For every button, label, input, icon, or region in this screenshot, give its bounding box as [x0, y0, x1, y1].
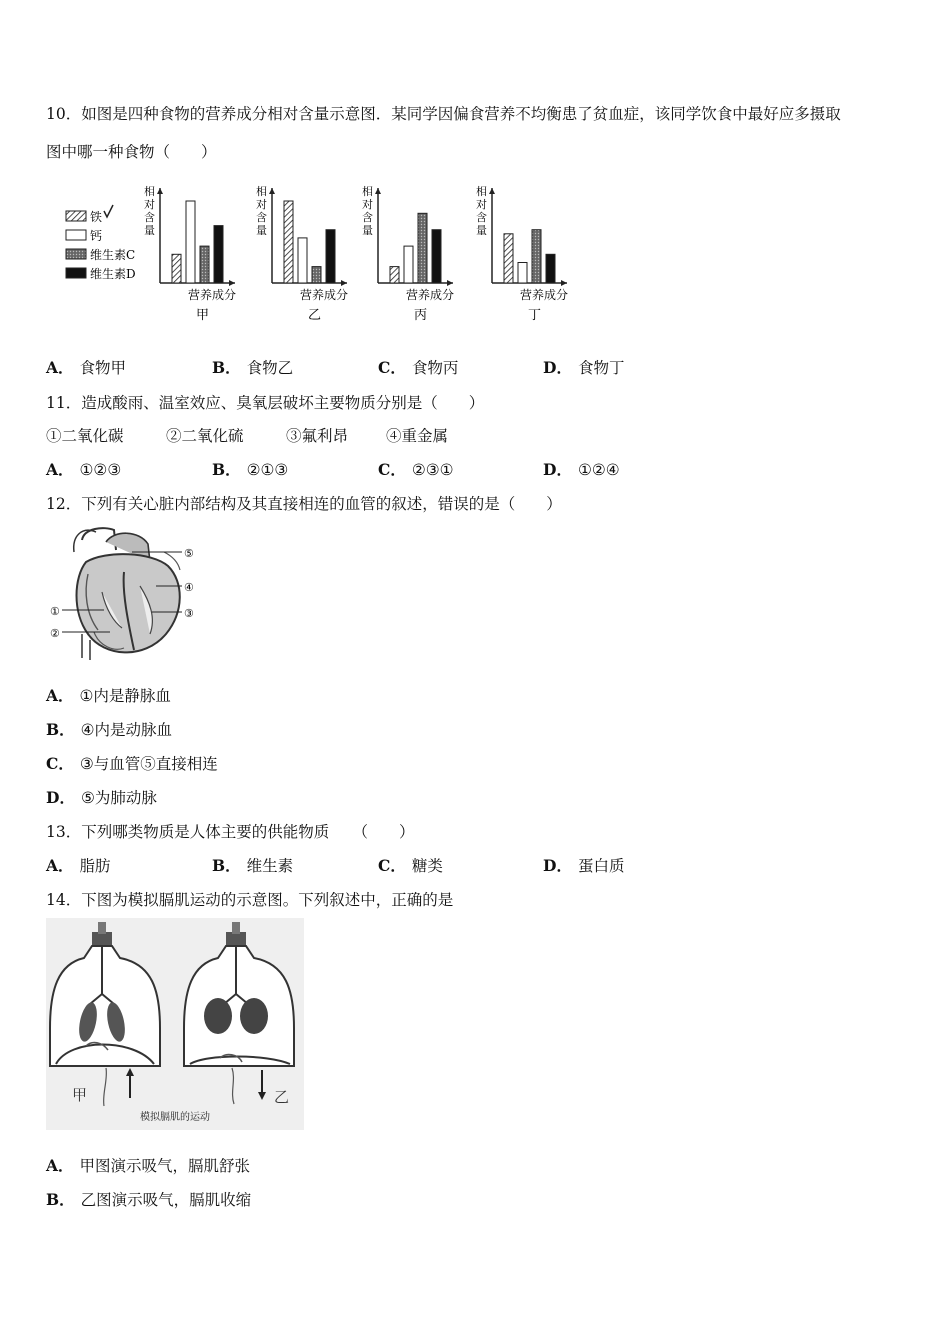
chart-2-bar-1 [284, 201, 293, 283]
q14-diaphragm-figure [46, 918, 304, 1134]
chart-1-bar-1 [172, 254, 181, 283]
option-letter: C． [378, 856, 406, 875]
chart-4-ylabel-char: 相 [476, 185, 487, 198]
heart-label-5: ⑤ [184, 547, 194, 560]
option-letter: D． [543, 358, 572, 377]
q12-option-a[interactable] [46, 684, 171, 706]
chart-3-bar-2 [404, 246, 413, 283]
chart-1-bar-3 [200, 246, 209, 283]
option-text: 甲图演示吸气，膈肌舒张 [79, 1157, 251, 1175]
legend-check-mark [104, 205, 113, 217]
q10-option-c[interactable] [378, 356, 458, 378]
q11-option-b[interactable] [212, 458, 288, 480]
chart-4-x-arrow [561, 280, 567, 286]
heart-label-2: ② [50, 627, 60, 640]
chart-2-ylabel-char: 量 [256, 224, 267, 237]
option-letter: B． [46, 1190, 75, 1209]
chart-1-ylabel-char: 相 [144, 185, 155, 198]
q11-item-4: ④重金属 [386, 427, 449, 445]
chart-1-y-arrow [157, 188, 163, 194]
legend-label-1: 铁 [90, 210, 103, 224]
chart-3-ylabel-char: 含 [362, 211, 373, 224]
heart-label-3: ③ [184, 607, 194, 620]
q13-stem: 13．下列哪类物质是人体主要的供能物质 （ ） [46, 823, 415, 841]
chart-3-ylabel-char: 对 [362, 198, 373, 211]
q11-item-1: ①二氧化碳 [46, 427, 124, 445]
q13-option-a[interactable] [46, 854, 111, 876]
chart-2-y-arrow [269, 188, 275, 194]
option-text: ②③① [411, 461, 454, 479]
diaphragm-caption: 模拟膈肌的运动 [140, 1112, 210, 1123]
chart-2-bar-2 [298, 238, 307, 283]
option-text: ⑤为肺动脉 [80, 789, 157, 807]
option-letter: D． [46, 788, 75, 807]
q12-option-c[interactable] [46, 752, 218, 774]
option-text: ①②③ [79, 461, 122, 479]
chart-4-ylabel-char: 含 [476, 211, 487, 224]
legend-swatch-2 [66, 230, 86, 240]
diaphragm-model-diagram [46, 918, 304, 1130]
chart-1-bar-2 [186, 201, 195, 283]
legend-label-3: 维生素C [90, 248, 136, 262]
q10-option-a[interactable] [46, 356, 126, 378]
diaphragm-label-left: 甲 [72, 1086, 88, 1104]
q13-option-d[interactable] [543, 854, 624, 876]
chart-1-ylabel-char: 对 [144, 198, 155, 211]
chart-3-bar-4 [432, 230, 441, 283]
option-letter: A． [46, 856, 74, 875]
chart-2-ylabel-char: 对 [256, 198, 267, 211]
legend-swatch-4 [66, 268, 86, 278]
q12-heart-figure [44, 522, 204, 666]
chart-4-xlabel: 营养成分 [520, 288, 569, 302]
option-text: 食物丙 [411, 359, 459, 377]
option-letter: C． [378, 460, 406, 479]
chart-3-ylabel-char: 量 [362, 224, 373, 237]
chart-3-y-arrow [375, 188, 381, 194]
chart-4-bar-3 [532, 230, 541, 283]
option-text: 食物甲 [79, 359, 127, 377]
option-letter: B． [46, 720, 75, 739]
chart-2-x-arrow [341, 280, 347, 286]
option-text: 脂肪 [79, 857, 111, 875]
q14-option-a[interactable] [46, 1154, 250, 1176]
chart-1-ylabel-char: 量 [144, 224, 155, 237]
option-text: 糖类 [411, 857, 443, 875]
option-text: ③与血管⑤直接相连 [79, 755, 218, 773]
option-letter: C． [46, 754, 74, 773]
q10-nutrition-chart [60, 175, 600, 330]
chart-3-bar-3 [418, 213, 427, 283]
q10-stem-line2: 图中哪一种食物（ ） [46, 143, 217, 161]
legend-swatch-1 [66, 211, 86, 221]
chart-3-name: 丙 [414, 308, 428, 323]
chart-4-bar-1 [504, 234, 513, 283]
legend-swatch-3 [66, 249, 86, 259]
chart-2-name: 乙 [308, 308, 322, 323]
option-text: 蛋白质 [577, 857, 625, 875]
option-letter: B． [212, 856, 241, 875]
q13-option-c[interactable] [378, 854, 443, 876]
q10-nutrition-figure [60, 175, 600, 334]
chart-panels [144, 184, 568, 323]
chart-4-bar-2 [518, 263, 527, 284]
option-text: 乙图演示吸气，膈肌收缩 [80, 1191, 252, 1209]
q10-option-b[interactable] [212, 356, 293, 378]
chart-1-bar-4 [214, 226, 223, 283]
q13-option-b[interactable] [212, 854, 293, 876]
q11-option-c[interactable] [378, 458, 454, 480]
q12-option-d[interactable] [46, 786, 157, 808]
chart-4-ylabel-char: 对 [476, 198, 487, 211]
chart-1-ylabel-char: 含 [144, 211, 155, 224]
option-text: ①内是静脉血 [79, 687, 171, 705]
heart-label-1: ① [50, 605, 60, 618]
option-letter: A． [46, 1156, 74, 1175]
chart-3-ylabel-char: 相 [362, 185, 373, 198]
option-text: 食物乙 [246, 359, 294, 377]
q11-option-a[interactable] [46, 458, 121, 480]
q14-option-b[interactable] [46, 1188, 251, 1210]
option-text: ②①③ [246, 461, 289, 479]
option-text: ④内是动脉血 [80, 721, 173, 739]
q11-stem: 11．造成酸雨、温室效应、臭氧层破坏主要物质分别是（ ） [46, 394, 485, 412]
q11-item-3: ③氟利昂 [286, 427, 349, 445]
chart-3-bar-1 [390, 267, 399, 283]
legend-label-4: 维生素D [90, 267, 136, 281]
q10-option-d[interactable] [543, 356, 624, 378]
option-text: ①②④ [577, 461, 620, 479]
chart-4-ylabel-char: 量 [476, 224, 487, 237]
option-text: 维生素 [246, 857, 294, 875]
q11-option-d[interactable] [543, 458, 620, 480]
q10-stem-line1: 10．如图是四种食物的营养成分相对含量示意图．某同学因偏食营养不均衡患了贫血症，该同学饮食中最好应多摄取 [46, 105, 841, 123]
option-letter: A． [46, 460, 74, 479]
chart-2-ylabel-char: 含 [256, 211, 267, 224]
q12-stem: 12．下列有关心脏内部结构及其直接相连的血管的叙述，错误的是（ ） [46, 495, 562, 513]
chart-2-bar-4 [326, 230, 335, 283]
chart-3-x-arrow [447, 280, 453, 286]
chart-2-ylabel-char: 相 [256, 185, 267, 198]
q12-option-b[interactable] [46, 718, 172, 740]
chart-1-x-arrow [229, 280, 235, 286]
q11-item-2: ②二氧化硫 [166, 427, 244, 445]
option-letter: A． [46, 358, 74, 377]
q14-stem: 14．下图为模拟膈肌运动的示意图。下列叙述中，正确的是 [46, 891, 454, 909]
option-letter: D． [543, 460, 572, 479]
option-letter: A． [46, 686, 74, 705]
option-letter: B． [212, 358, 241, 377]
chart-4-bar-4 [546, 254, 555, 283]
chart-4-y-arrow [489, 188, 495, 194]
option-letter: B． [212, 460, 241, 479]
chart-2-bar-3 [312, 267, 321, 283]
option-text: 食物丁 [577, 359, 625, 377]
legend-label-2: 钙 [90, 229, 103, 243]
chart-2-xlabel: 营养成分 [300, 288, 349, 302]
option-letter: D． [543, 856, 572, 875]
chart-1-name: 甲 [196, 308, 210, 323]
chart-3-xlabel: 营养成分 [406, 288, 455, 302]
heart-diagram [44, 522, 204, 662]
heart-label-4: ④ [184, 581, 194, 594]
diaphragm-label-right: 乙 [274, 1088, 290, 1106]
chart-1-xlabel: 营养成分 [188, 288, 237, 302]
chart-legend [66, 205, 136, 281]
chart-4-name: 丁 [528, 308, 542, 323]
option-letter: C． [378, 358, 406, 377]
